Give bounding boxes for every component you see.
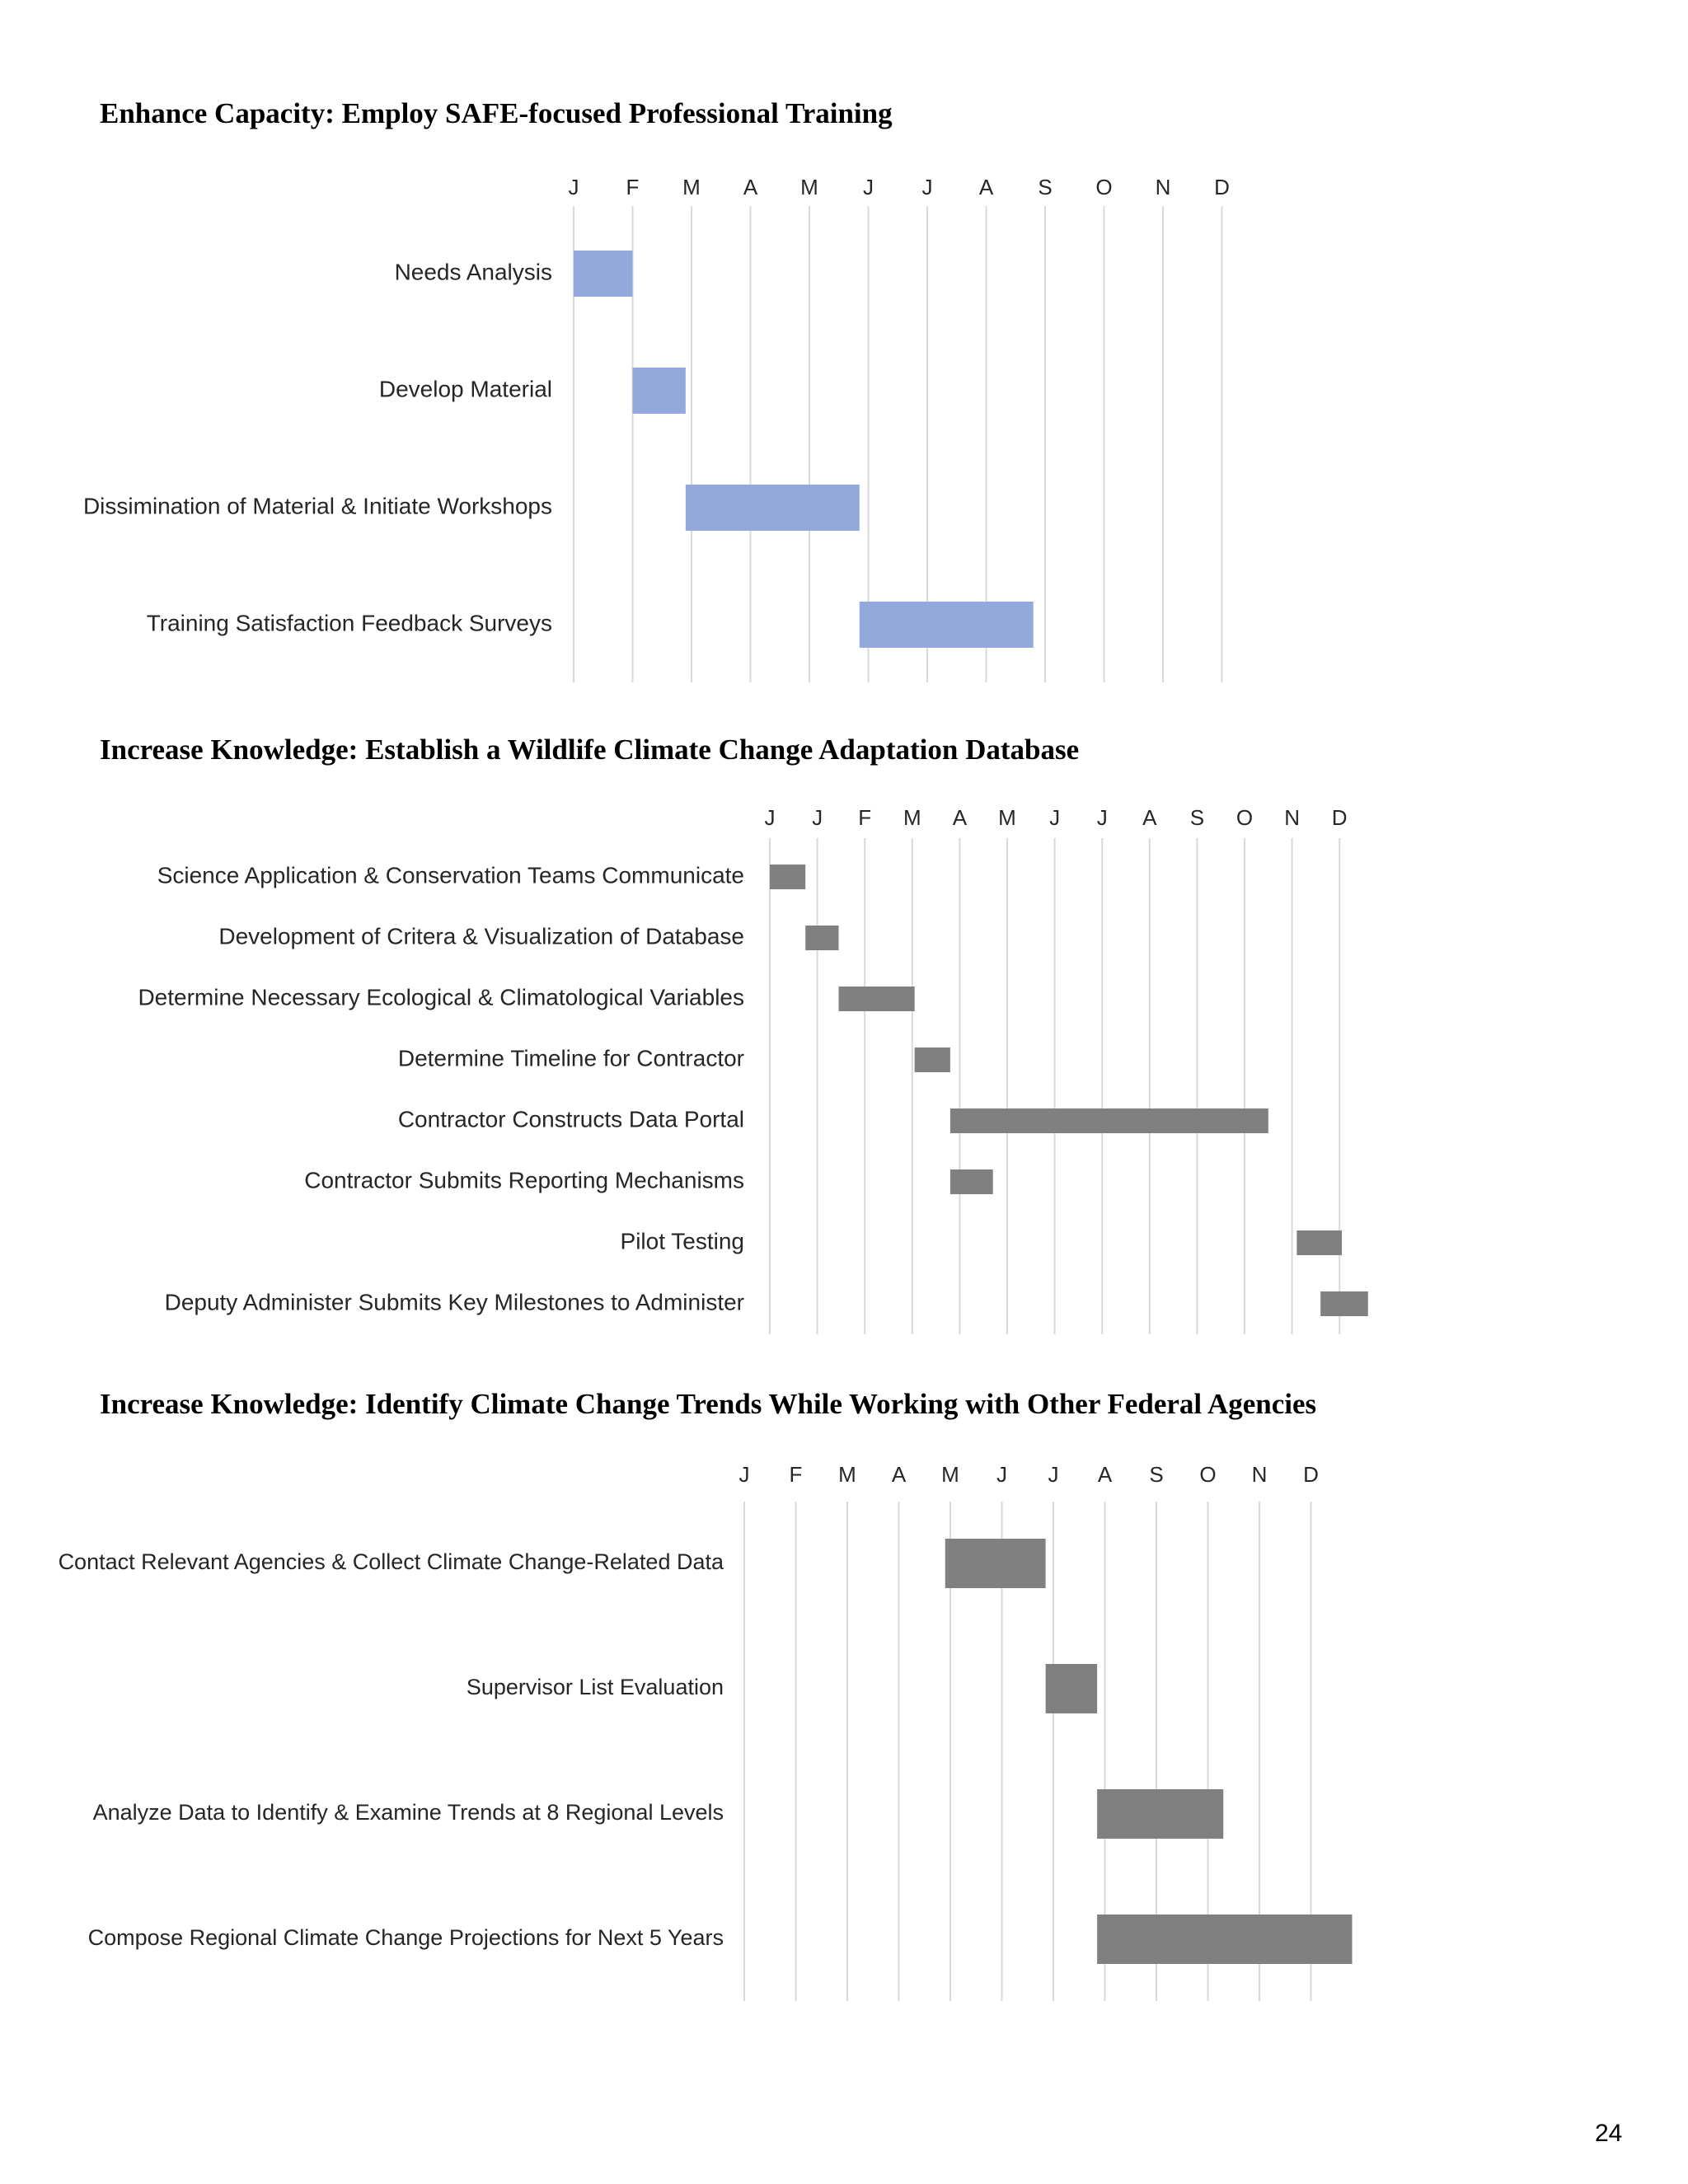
month-tick-label: M bbox=[941, 1462, 959, 1487]
month-tick-label: N bbox=[1284, 805, 1300, 830]
month-tick-label: O bbox=[1199, 1462, 1217, 1487]
month-tick-label: D bbox=[1331, 805, 1348, 830]
month-tick-label: M bbox=[998, 805, 1016, 830]
task-label: Pilot Testing bbox=[620, 1228, 744, 1254]
task-label: Analyze Data to Identify & Examine Trends at 8 Regional Levels bbox=[92, 1800, 724, 1825]
month-tick-label: J bbox=[764, 805, 776, 830]
task-label: Needs Analysis bbox=[394, 259, 552, 285]
chart-title-training: Enhance Capacity: Employ SAFE-focused Professional Training bbox=[100, 97, 893, 129]
task-bar bbox=[950, 1169, 993, 1194]
task-label: Develop Material bbox=[378, 376, 552, 402]
month-tick-label: J bbox=[812, 805, 823, 830]
month-tick-label: N bbox=[1251, 1462, 1268, 1487]
month-tick-label: O bbox=[1236, 805, 1254, 830]
task-bar bbox=[1097, 1915, 1352, 1964]
task-label: Contractor Constructs Data Portal bbox=[397, 1106, 744, 1132]
gantt-chart-database bbox=[0, 795, 1688, 1339]
month-tick-label: J bbox=[996, 1462, 1007, 1487]
month-tick-label: O bbox=[1095, 175, 1113, 199]
month-tick-label: F bbox=[789, 1462, 803, 1487]
task-label: Determine Timeline for Contractor bbox=[397, 1045, 744, 1071]
page-number: 24 bbox=[1595, 2120, 1623, 2147]
month-tick-label: J bbox=[1048, 1462, 1059, 1487]
task-bar bbox=[770, 865, 805, 889]
month-tick-label: A bbox=[743, 175, 758, 199]
month-tick-label: A bbox=[978, 175, 994, 199]
task-label: Supervisor List Evaluation bbox=[466, 1675, 724, 1700]
month-tick-label: J bbox=[863, 175, 874, 199]
task-bar bbox=[1320, 1291, 1368, 1316]
task-bar bbox=[860, 602, 1034, 648]
month-tick-label: S bbox=[1149, 1462, 1164, 1487]
month-tick-label: J bbox=[738, 1462, 750, 1487]
task-label: Determine Necessary Ecological & Climatological Variables bbox=[138, 984, 744, 1010]
task-bar bbox=[1296, 1230, 1342, 1255]
month-tick-label: A bbox=[1142, 805, 1157, 830]
task-label: Development of Critera & Visualization of Database bbox=[218, 923, 744, 949]
month-tick-label: J bbox=[921, 175, 933, 199]
month-tick-label: D bbox=[1214, 175, 1230, 199]
task-bar bbox=[574, 251, 633, 297]
task-label: Dissimination of Material & Initiate Workshops bbox=[82, 493, 552, 519]
month-tick-label: M bbox=[800, 175, 818, 199]
month-tick-label: S bbox=[1038, 175, 1053, 199]
month-tick-label: A bbox=[952, 805, 968, 830]
task-label: Contractor Submits Reporting Mechanisms bbox=[304, 1167, 744, 1193]
task-label: Deputy Administer Submits Key Milestones to Administer bbox=[164, 1289, 744, 1315]
month-tick-label: F bbox=[858, 805, 872, 830]
task-label: Compose Regional Climate Change Projections for Next 5 Years bbox=[87, 1925, 724, 1951]
gantt-chart-training bbox=[0, 165, 1688, 692]
task-bar bbox=[805, 926, 838, 950]
month-tick-label: F bbox=[626, 175, 640, 199]
month-tick-label: J bbox=[1096, 805, 1108, 830]
task-bar bbox=[945, 1539, 1046, 1588]
month-tick-label: M bbox=[838, 1462, 856, 1487]
task-label: Science Application & Conservation Teams Communicate bbox=[157, 862, 744, 888]
month-tick-label: M bbox=[903, 805, 921, 830]
task-bar bbox=[633, 368, 686, 414]
month-tick-label: M bbox=[682, 175, 701, 199]
task-label: Contact Relevant Agencies & Collect Climate Change-Related Data bbox=[58, 1549, 724, 1575]
task-bar bbox=[1046, 1664, 1098, 1713]
task-label: Training Satisfaction Feedback Surveys bbox=[146, 610, 552, 636]
task-bar bbox=[915, 1047, 950, 1072]
task-bar bbox=[839, 987, 915, 1011]
month-tick-label: S bbox=[1189, 805, 1205, 830]
month-tick-label: A bbox=[1097, 1462, 1113, 1487]
month-tick-label: J bbox=[568, 175, 579, 199]
chart-title-federal-trends: Increase Knowledge: Identify Climate Change Trends While Working with Other Federal Agencies bbox=[100, 1388, 1317, 1420]
task-bar bbox=[1097, 1789, 1223, 1839]
month-tick-label: J bbox=[1049, 805, 1061, 830]
month-tick-label: A bbox=[891, 1462, 907, 1487]
chart-title-database: Increase Knowledge: Establish a Wildlife Climate Change Adaptation Database bbox=[100, 733, 1080, 766]
gantt-chart-federal-trends bbox=[0, 1452, 1688, 2013]
task-bar bbox=[950, 1108, 1268, 1133]
month-tick-label: N bbox=[1155, 175, 1171, 199]
task-bar bbox=[686, 485, 860, 531]
month-tick-label: D bbox=[1303, 1462, 1319, 1487]
